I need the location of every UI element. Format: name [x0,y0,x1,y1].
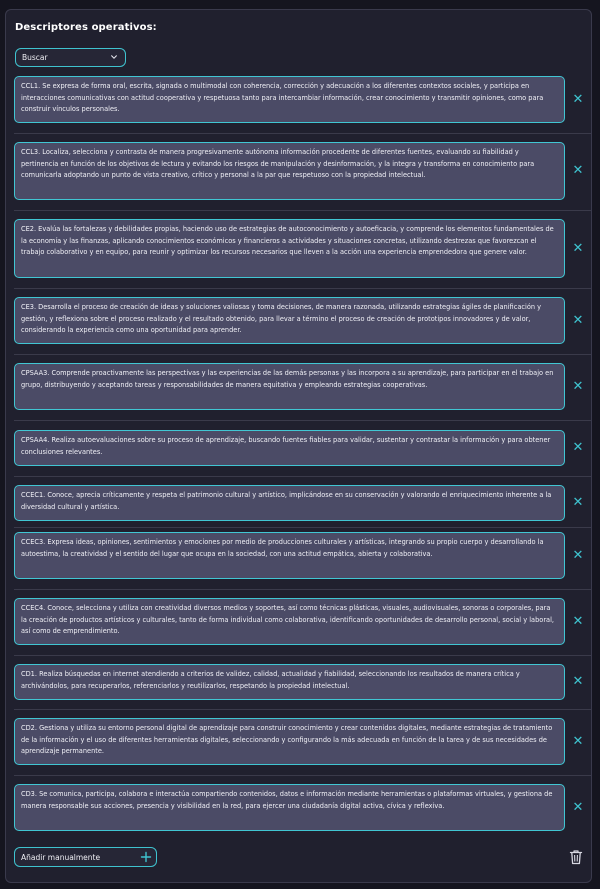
descriptor-card[interactable]: CD2. Gestiona y utiliza su entorno personal digital de aprendizaje para construir conocimiento y crear contenidos digitales, mediante estrategias de tratamiento de la información y el uso de diferentes herramientas digitales, seleccionando y configurando la más adecuada en función de la tarea y de sus necesidades de aprendizaje permanente. [14,718,565,765]
close-icon[interactable]: ✕ [572,163,584,178]
close-icon[interactable]: ✕ [572,240,584,256]
descriptor-card[interactable]: CD3. Se comunica, participa, colabora e interactúa compartiendo contenidos, datos e información mediante herramientas o plataformas virtuales, y gestiona de manera responsable sus acciones, presencia y visibilidad en la red, para ejercer una ciudadanía digital activa, cívica y reflexiva. [14,784,565,831]
close-icon[interactable]: ✕ [572,440,584,455]
descriptor-card[interactable]: CE2. Evalúa las fortalezas y debilidades propias, haciendo uso de estrategias de autoconocimiento y autoeficacia, y comprende los elementos fundamentales de la economía y las finanzas, aplicando conocimientos económicos y financieros a actividades y situaciones concretas, utilizando destrezas que favorezcan el trabajo colaborativo y en equipo, para reunir y optimizar los recursos necesarios que lleven a la acción una experiencia emprendedora que genere valor. [14,219,565,278]
add-manually-button[interactable] [14,847,157,867]
trash-icon[interactable] [569,849,583,865]
descriptor-card[interactable]: CCEC4. Conoce, selecciona y utiliza con creatividad diversos medios y soportes, así como técnicas plásticas, visuales, audiovisuales, sonoras o corporales, para la creación de productos artísticos y culturales, tanto de forma individual como colaborativa, identificando oportunidades de desarrollo personal, social y laboral, así como de emprendimiento. [14,598,565,645]
row-divider [14,655,591,656]
section-title: Descriptores operativos: [15,22,157,33]
descriptor-card[interactable]: CCEC3. Expresa ideas, opiniones, sentimientos y emociones por medio de producciones culturales y artísticas, integrando su propio cuerpo y desarrollando la autoestima, la creatividad y el sentido del lugar que ocupa en la sociedad, con una actitud empática, abierta y colaborativa. [14,532,565,579]
close-icon[interactable]: ✕ [572,674,584,689]
descriptor-card[interactable]: CPSAA4. Realiza autoevaluaciones sobre su proceso de aprendizaje, buscando fuentes fiables para validar, sustentar y contrastar la información y para obtener conclusiones relevantes. [14,430,565,466]
descriptor-card[interactable]: CE3. Desarrolla el proceso de creación de ideas y soluciones valiosas y toma decisiones, de manera razonada, utilizando estrategias ágiles de planificación y gestión, y reflexiona sobre el proceso realizado y el resultado obtenido, para llevar a término el proceso de creación de prototipos innovadores y de valor, considerando la experiencia como una oportunidad para aprender. [14,297,565,344]
row-divider [14,709,591,710]
search-label: Buscar [22,53,48,62]
descriptor-card[interactable]: CCL1. Se expresa de forma oral, escrita, signada o multimodal con coherencia, corrección y adecuación a los diferentes contextos sociales, y participa en interacciones comunicativas con actitud cooperativa y respetuosa tanto para intercambiar información, crear conocimiento y transmitir opiniones, como para construir vínculos personales. [14,76,565,123]
descriptors-panel [5,9,592,883]
row-divider [14,133,591,134]
close-icon[interactable]: ✕ [572,312,584,328]
chevron-down-icon [110,53,118,61]
close-icon[interactable]: ✕ [572,613,584,629]
descriptor-card[interactable]: CCL3. Localiza, selecciona y contrasta de manera progresivamente autónoma información procedente de diferentes fuentes, evaluando su fiabilidad y pertinencia en función de los objetivos de lectura y evitando los riesgos de manipulación y desinformación, y la integra y transforma en conocimiento para comunicarla adoptando un punto de vista creativo, crítico y personal a la par que respetuoso con la propiedad intelectual. [14,142,565,200]
close-icon[interactable]: ✕ [572,495,584,510]
close-icon[interactable]: ✕ [572,547,584,563]
row-divider [14,589,591,590]
descriptor-card[interactable]: CD1. Realiza búsquedas en internet atendiendo a criterios de validez, calidad, actualidad y fiabilidad, seleccionando los resultados de manera crítica y archivándolos, para recuperarlos, referenciarlos y reutilizarlos, respetando la propiedad intelectual. [14,664,565,700]
row-divider [14,775,591,776]
add-manually-label: Añadir manualmente [21,852,101,862]
descriptor-card[interactable]: CCEC1. Conoce, aprecia críticamente y respeta el patrimonio cultural y artístico, implicándose en su conservación y valorando el enriquecimiento inherente a la diversidad cultural y artística. [14,485,565,521]
row-divider [14,210,591,211]
row-divider [14,288,591,289]
search-dropdown[interactable] [15,48,126,67]
close-icon[interactable]: ✕ [572,799,584,815]
close-icon[interactable]: ✕ [572,733,584,749]
plus-icon[interactable] [140,851,152,863]
close-icon[interactable]: ✕ [572,91,584,107]
row-divider [14,354,591,355]
close-icon[interactable]: ✕ [572,378,584,394]
row-divider [14,527,591,528]
row-divider [14,476,591,477]
row-divider [14,420,591,421]
descriptor-card[interactable]: CPSAA3. Comprende proactivamente las perspectivas y las experiencias de las demás personas y las incorpora a su aprendizaje, para participar en el trabajo en grupo, distribuyendo y aceptando tareas y responsabilidades de manera equitativa y empleando estrategias cooperativas. [14,363,565,410]
